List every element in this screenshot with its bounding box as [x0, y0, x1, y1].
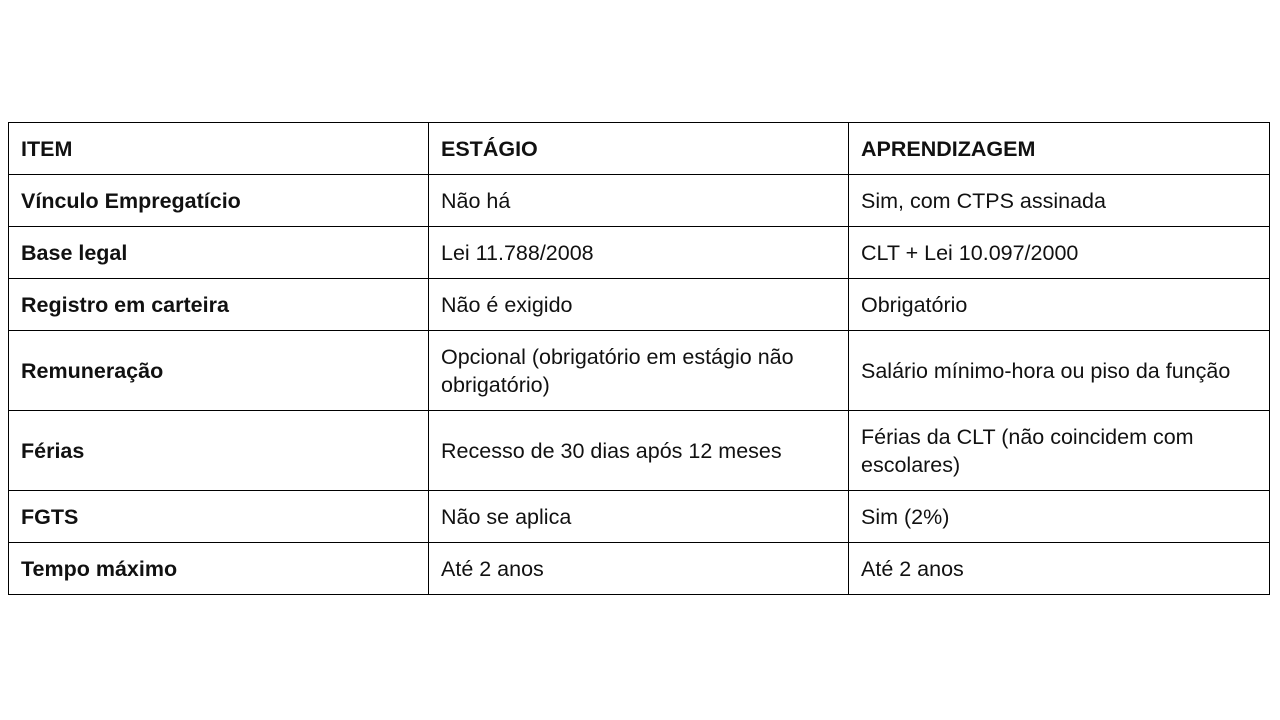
row-item-cell: Vínculo Empregatício	[9, 175, 429, 227]
row-estagio-cell: Opcional (obrigatório em estágio não obrigatório)	[429, 331, 849, 411]
row-aprendizagem-cell: Até 2 anos	[849, 543, 1270, 595]
row-aprendizagem-cell: CLT + Lei 10.097/2000	[849, 227, 1270, 279]
row-item-cell: Registro em carteira	[9, 279, 429, 331]
row-aprendizagem-cell: Sim, com CTPS assinada	[849, 175, 1270, 227]
table-row	[9, 491, 1270, 543]
row-estagio-cell: Não há	[429, 175, 849, 227]
row-aprendizagem-cell: Sim (2%)	[849, 491, 1270, 543]
row-estagio-cell: Não se aplica	[429, 491, 849, 543]
row-item-cell: Férias	[9, 411, 429, 491]
table-row	[9, 543, 1270, 595]
row-estagio-cell: Até 2 anos	[429, 543, 849, 595]
row-estagio-cell: Lei 11.788/2008	[429, 227, 849, 279]
row-item-cell: Tempo máximo	[9, 543, 429, 595]
table-row	[9, 175, 1270, 227]
table-row	[9, 279, 1270, 331]
header-aprendizagem: APRENDIZAGEM	[849, 123, 1270, 175]
row-item-cell: Remuneração	[9, 331, 429, 411]
row-estagio-cell: Recesso de 30 dias após 12 meses	[429, 411, 849, 491]
table-row	[9, 331, 1270, 411]
comparison-table	[8, 122, 1270, 595]
row-aprendizagem-cell: Obrigatório	[849, 279, 1270, 331]
table-row	[9, 227, 1270, 279]
table-row	[9, 411, 1270, 491]
table-header-row	[9, 123, 1270, 175]
row-aprendizagem-cell: Salário mínimo-hora ou piso da função	[849, 331, 1270, 411]
row-estagio-cell: Não é exigido	[429, 279, 849, 331]
row-item-cell: FGTS	[9, 491, 429, 543]
row-aprendizagem-cell: Férias da CLT (não coincidem com escolares)	[849, 411, 1270, 491]
header-estagio: ESTÁGIO	[429, 123, 849, 175]
header-item: ITEM	[9, 123, 429, 175]
row-item-cell: Base legal	[9, 227, 429, 279]
comparison-table-container	[8, 122, 1269, 595]
